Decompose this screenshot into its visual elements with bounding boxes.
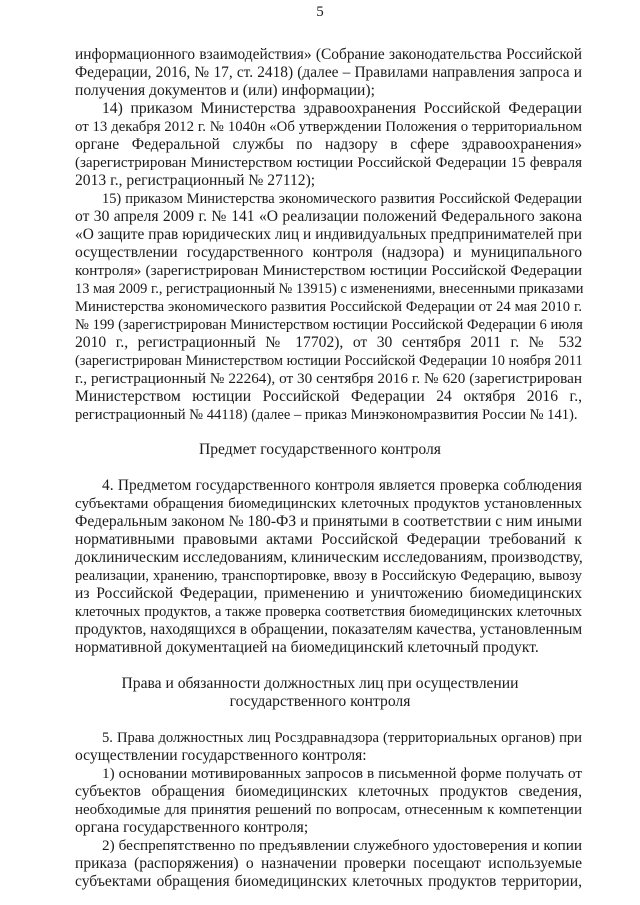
text-line: субъектами обращения биомедицинских клеточных продуктов установленных <box>75 496 582 512</box>
text-line: 2013 г., регистрационный № 27112); <box>75 172 316 189</box>
text-line: органа государственного контроля; <box>75 819 309 836</box>
text-line: регистрационный № 44118) (далее – приказ Минэкономразвития России № 141). <box>75 407 578 423</box>
text-line: получения документов и (или) информации); <box>75 82 375 99</box>
text-line: нормативными правовыми актами Российской Федерации требований к <box>75 531 582 548</box>
section-heading: государственного контроля <box>229 693 411 710</box>
text-line: доклиническим исследованиям, клиническим исследованиям, производству, <box>75 549 583 566</box>
text-line: 15) приказом Министерства экономического развития Российской Федерации <box>102 191 582 207</box>
text-line: «О защите прав юридических лиц и индивидуальных предпринимателей при <box>75 226 582 243</box>
text-line: 5. Права должностных лиц Росздравнадзора (территориальных органов) при <box>102 730 582 746</box>
text-line: 1) основании мотивированных запросов в письменной форме получать от <box>102 765 582 782</box>
text-line: субъектов обращения биомедицинских клеточных продуктов сведения, <box>75 783 582 800</box>
text-line: из Российской Федерации, применению и уничтожению биомедицинских <box>75 585 582 602</box>
text-line: необходимые для принятия решений по вопросам, отнесенным к компетенции <box>75 802 582 818</box>
text-line: Министерства экономического развития Российской Федерации от 24 мая 2010 г. <box>75 299 582 315</box>
text-line: 13 мая 2009 г., регистрационный № 13915) с изменениями, внесенными приказами <box>75 281 584 297</box>
text-line: (зарегистрирован Министерством юстиции Российской Федерации 15 февраля <box>75 155 582 171</box>
text-line: нормативной документацией на биомедицинский клеточный продукт. <box>75 639 539 656</box>
text-line: 4. Предметом государственного контроля является проверка соблюдения <box>102 477 582 494</box>
text-line: продуктов, находящихся в обращении, показателям качества, установленным <box>75 621 583 638</box>
text-line: № 199 (зарегистрирован Министерством юстиции Российской Федерации 6 июля <box>75 317 583 333</box>
text-line: контроля» (зарегистрирован Министерством юстиции Российской Федерации <box>75 262 582 279</box>
page-number: 5 <box>316 4 324 20</box>
text-line: реализации, хранению, транспортировке, ввозу в Российскую Федерацию, вывозу <box>75 568 582 584</box>
section-heading: Права и обязанности должностных лиц при осуществлении <box>121 675 519 692</box>
text-line: от 30 апреля 2009 г. № 141 «О реализации положений Федерального закона <box>75 208 582 225</box>
section-heading: Предмет государственного контроля <box>199 441 441 458</box>
text-line: субъектами обращения биомедицинских клеточных продуктов территории, <box>75 873 582 890</box>
text-line: (зарегистрирован Министерством юстиции Российской Федерации 10 ноября 2011 <box>75 353 583 369</box>
text-line: клеточных продуктов, а также проверка соответствия биомедицинских клеточных <box>75 604 582 620</box>
text-line: Федеральным законом № 180-ФЗ и принятыми в соответствии с ним иными <box>75 513 582 530</box>
text-line: Федерации, 2016, № 17, ст. 2418) (далее – Правилами направления запроса и <box>75 64 582 81</box>
text-line: 2) беспрепятственно по предъявлении служебного удостоверения и копии <box>102 837 582 854</box>
text-line: 2010 г., регистрационный № 17702), от 30 сентября 2011 г. № 532 <box>75 334 582 351</box>
text-line: Министерством юстиции Российской Федерации 24 октября 2016 г., <box>75 388 582 405</box>
text-line: от 13 декабря 2012 г. № 1040н «Об утверждении Положения о территориальном <box>75 119 582 135</box>
text-line: информационного взаимодействия» (Собрание законодательства Российской <box>75 46 582 63</box>
text-line: органе Федеральной службы по надзору в сфере здравоохранения» <box>75 136 582 153</box>
text-line: осуществлении государственного контроля (надзора) и муниципального <box>75 244 582 261</box>
text-line: 14) приказом Министерства здравоохранения Российской Федерации <box>102 100 582 117</box>
text-line: осуществлении государственного контроля: <box>75 747 367 764</box>
text-line: г., регистрационный № 22264), от 30 сентября 2016 г. № 620 (зарегистрирован <box>75 370 582 387</box>
text-line: приказа (распоряжения) о назначении проверки посещают используемые <box>75 855 582 872</box>
